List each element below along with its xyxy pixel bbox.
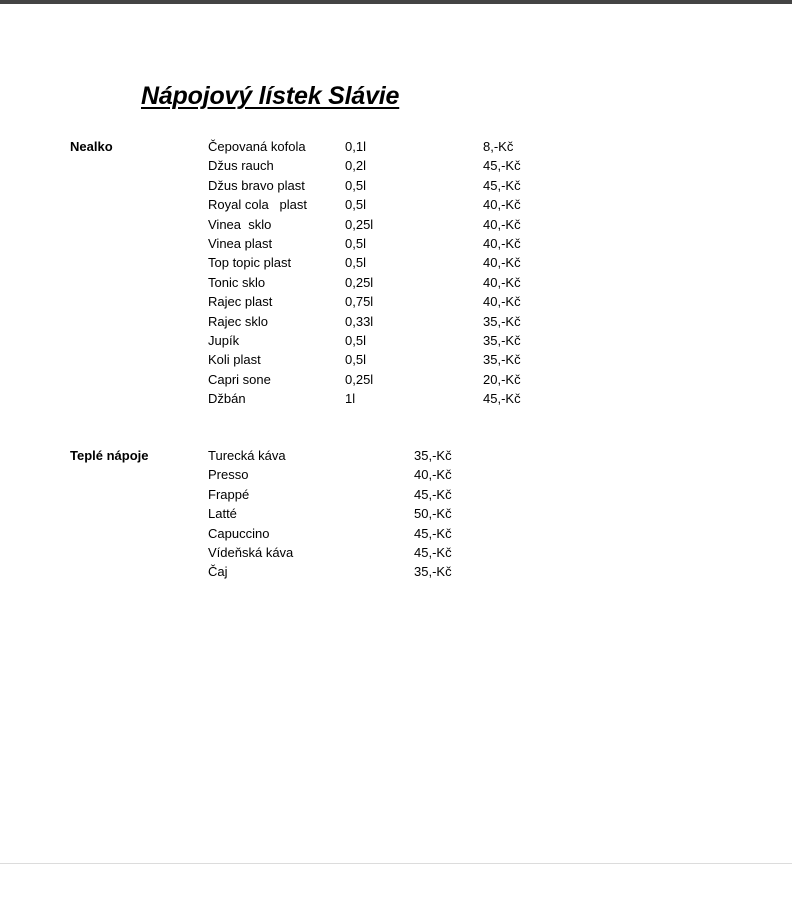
item-name: Vídeňská káva bbox=[208, 545, 294, 560]
item-price: 35,-Kč bbox=[483, 333, 521, 348]
item-name: Rajec plast bbox=[208, 294, 273, 310]
table-row bbox=[0, 195, 792, 214]
item-name: Jupík bbox=[208, 333, 240, 348]
table-row bbox=[0, 504, 792, 523]
table-row bbox=[0, 176, 792, 195]
item-price: 35,-Kč bbox=[483, 352, 521, 368]
item-price: 40,-Kč bbox=[483, 255, 521, 271]
item-volume: 0,25l bbox=[345, 216, 374, 232]
item-name: Džus bravo plast bbox=[208, 177, 305, 193]
item-name: Rajec sklo bbox=[208, 313, 268, 329]
table-row bbox=[0, 465, 792, 484]
table-row bbox=[0, 331, 792, 350]
table-row bbox=[0, 370, 792, 389]
item-name: Vinea sklo bbox=[208, 216, 272, 232]
item-name: Čepovaná kofola bbox=[208, 139, 306, 154]
item-price: 35,-Kč bbox=[414, 564, 452, 580]
item-volume: 0,2l bbox=[345, 158, 366, 174]
item-name: Vinea plast bbox=[208, 236, 273, 251]
viewer-top-bar bbox=[0, 0, 792, 4]
table-row bbox=[0, 292, 792, 311]
item-price: 40,-Kč bbox=[483, 294, 521, 310]
item-volume: 0,5l bbox=[345, 255, 366, 271]
section-label-teple-napoje: Teplé nápoje bbox=[70, 448, 149, 463]
table-row bbox=[0, 312, 792, 331]
item-volume: 0,5l bbox=[345, 197, 366, 213]
item-price: 45,-Kč bbox=[483, 177, 521, 193]
item-volume: 0,5l bbox=[345, 352, 366, 368]
item-volume: 0,33l bbox=[345, 313, 374, 329]
table-row bbox=[0, 215, 792, 234]
item-price: 45,-Kč bbox=[483, 158, 521, 174]
item-price: 50,-Kč bbox=[414, 506, 452, 522]
item-volume: 0,75l bbox=[345, 294, 374, 310]
table-row bbox=[0, 389, 792, 408]
table-row bbox=[0, 253, 792, 272]
item-price: 40,-Kč bbox=[483, 197, 521, 213]
item-price: 40,-Kč bbox=[414, 467, 452, 483]
item-volume: 0,5l bbox=[345, 177, 366, 193]
item-name: Capri sone bbox=[208, 371, 271, 387]
item-name: Džbán bbox=[208, 391, 246, 407]
item-name: Latté bbox=[208, 506, 237, 522]
table-row bbox=[0, 524, 792, 543]
item-name: Koli plast bbox=[208, 352, 261, 368]
item-price: 45,-Kč bbox=[414, 525, 452, 541]
table-row bbox=[0, 273, 792, 292]
page-title: Nápojový lístek Slávie bbox=[141, 82, 400, 110]
item-price: 35,-Kč bbox=[483, 313, 521, 329]
item-name: Top topic plast bbox=[208, 255, 292, 271]
item-name: Royal cola plast bbox=[208, 197, 307, 213]
item-volume: 0,1l bbox=[345, 139, 366, 154]
item-volume: 0,25l bbox=[345, 274, 374, 290]
item-price: 40,-Kč bbox=[483, 236, 521, 251]
table-row bbox=[0, 234, 792, 253]
item-name: Tonic sklo bbox=[208, 274, 266, 290]
table-row bbox=[0, 485, 792, 504]
item-name: Čaj bbox=[208, 564, 228, 580]
item-name: Frappé bbox=[208, 486, 250, 502]
item-price: 40,-Kč bbox=[483, 274, 521, 290]
item-name: Džus rauch bbox=[208, 158, 274, 174]
table-row bbox=[0, 446, 792, 465]
item-name: Turecká káva bbox=[208, 448, 286, 463]
item-price: 45,-Kč bbox=[414, 486, 452, 502]
table-row bbox=[0, 156, 792, 175]
item-volume: 0,25l bbox=[345, 371, 374, 387]
table-row bbox=[0, 137, 792, 156]
item-volume: 1l bbox=[345, 391, 356, 407]
table-row bbox=[0, 562, 792, 581]
item-volume: 0,5l bbox=[345, 236, 366, 251]
item-name: Presso bbox=[208, 467, 249, 483]
item-price: 45,-Kč bbox=[483, 391, 521, 407]
table-row bbox=[0, 350, 792, 369]
item-name: Capuccino bbox=[208, 525, 270, 541]
item-price: 20,-Kč bbox=[483, 371, 521, 387]
section-label-nealko: Nealko bbox=[70, 139, 113, 154]
item-price: 8,-Kč bbox=[483, 139, 514, 154]
item-price: 40,-Kč bbox=[483, 216, 521, 232]
item-price: 45,-Kč bbox=[414, 545, 452, 560]
item-volume: 0,5l bbox=[345, 333, 366, 348]
table-row bbox=[0, 543, 792, 562]
item-price: 35,-Kč bbox=[414, 448, 452, 463]
page-bottom-divider bbox=[0, 863, 792, 864]
